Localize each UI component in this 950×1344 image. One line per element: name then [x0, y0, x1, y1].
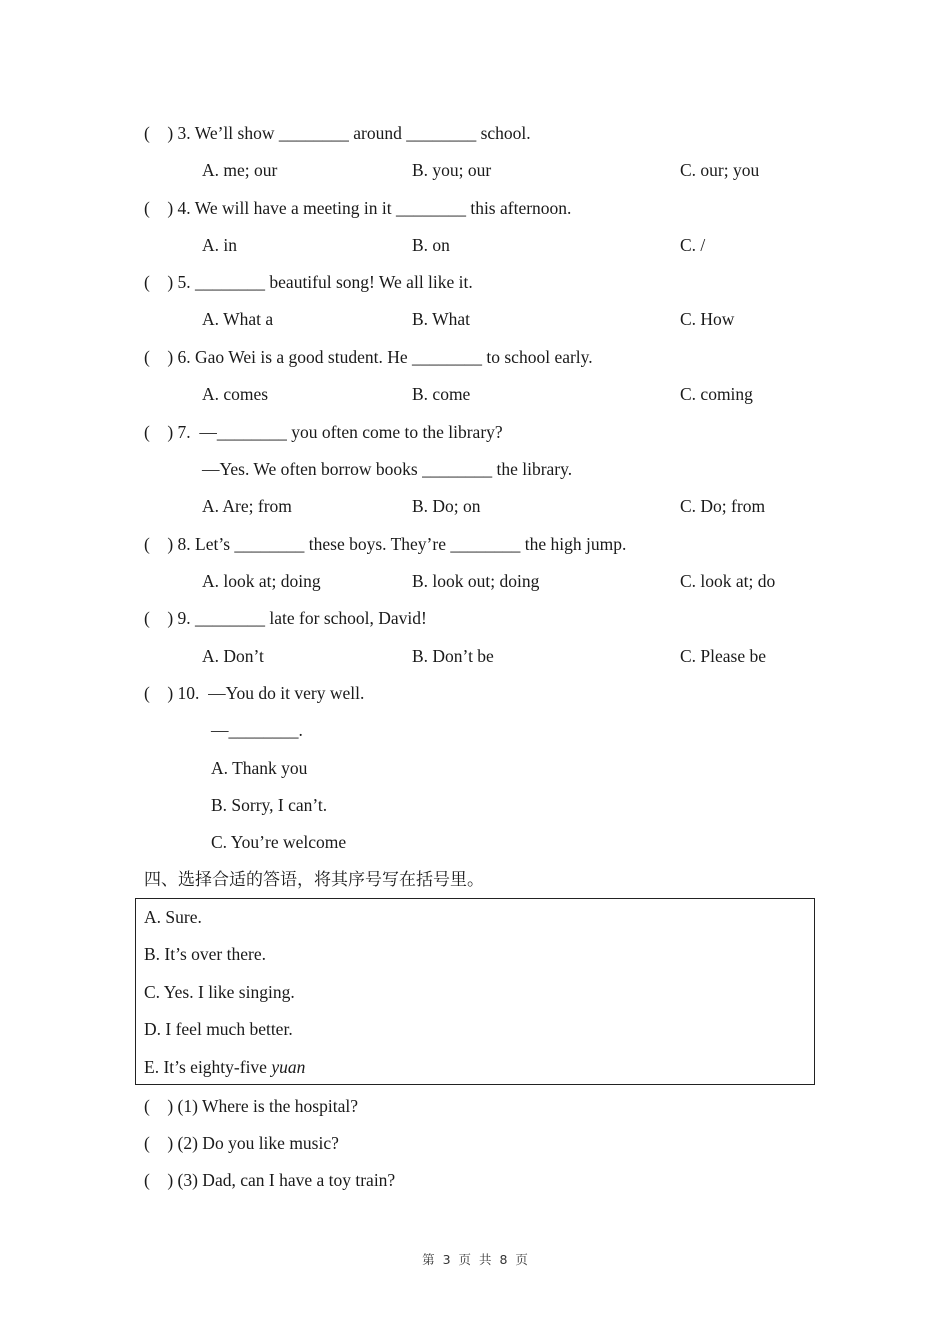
question-3-option-a: A. me; our [202, 160, 278, 180]
question-5-option-b: B. What [412, 309, 471, 329]
answer-options-box [135, 898, 815, 1085]
question-9-stem: ( ) 9. ________ late for school, David! [144, 608, 427, 628]
answer-option-b: B. It’s over there. [144, 944, 266, 964]
answer-option-d: D. I feel much better. [144, 1019, 293, 1039]
question-3-option-b: B. you; our [412, 160, 492, 180]
question-5-option-a: A. What a [202, 309, 274, 329]
question-4-option-b: B. on [412, 235, 450, 255]
question-6-option-b: B. come [412, 384, 471, 404]
answer-option-e-italic: yuan [271, 1057, 306, 1077]
question-5-stem: ( ) 5. ________ beautiful song! We all like it. [144, 272, 473, 292]
question-5-option-c: C. How [680, 309, 735, 329]
question-7-stem: ( ) 7. —________ you often come to the library? [144, 422, 503, 442]
answer-option-a: A. Sure. [144, 907, 202, 927]
question-7-option-c: C. Do; from [680, 496, 766, 516]
question-3-option-c: C. our; you [680, 160, 760, 180]
question-4-option-c: C. / [680, 235, 706, 255]
question-10-stem: ( ) 10. —You do it very well. [144, 683, 365, 703]
question-9-option-c: C. Please be [680, 646, 767, 666]
question-9-option-a: A. Don’t [202, 646, 264, 666]
question-8-option-c: C. look at; do [680, 571, 776, 591]
question-10-option-c: C. You’re welcome [211, 832, 347, 852]
question-10-option-b: B. Sorry, I can’t. [211, 795, 328, 815]
answer-option-e-text: E. It’s eighty-five [144, 1057, 272, 1077]
question-3-stem: ( ) 3. We’ll show ________ around ________ school. [144, 123, 531, 143]
question-7-option-b: B. Do; on [412, 496, 481, 516]
question-8-stem: ( ) 8. Let’s ________ these boys. They’re ________ the high jump. [144, 534, 627, 554]
question-7-option-a: A. Are; from [202, 496, 292, 516]
question-7-response: —Yes. We often borrow books ________ the library. [202, 459, 573, 479]
section-4-item-2: ( ) (2) Do you like music? [144, 1133, 339, 1153]
page-footer: 第 3 页 共 8 页 [422, 1252, 528, 1267]
question-8-option-b: B. look out; doing [412, 571, 540, 591]
answer-option-c: C. Yes. I like singing. [144, 982, 295, 1002]
section-4-item-1: ( ) (1) Where is the hospital? [144, 1096, 358, 1116]
question-8-option-a: A. look at; doing [202, 571, 321, 591]
section-4-heading: 四、选择合适的答语，将其序号写在括号里。 [144, 870, 484, 890]
question-4-stem: ( ) 4. We will have a meeting in it ________ this afternoon. [144, 198, 572, 218]
question-9-option-b: B. Don’t be [412, 646, 494, 666]
question-10-option-a: A. Thank you [211, 758, 308, 778]
section-4-item-3: ( ) (3) Dad, can I have a toy train? [144, 1170, 396, 1190]
question-6-option-a: A. comes [202, 384, 269, 404]
answer-option-e [144, 1056, 305, 1078]
question-10-response: —________. [211, 720, 303, 740]
question-6-option-c: C. coming [680, 384, 753, 404]
question-4-option-a: A. in [202, 235, 237, 255]
question-6-stem: ( ) 6. Gao Wei is a good student. He ________ to school early. [144, 347, 593, 367]
